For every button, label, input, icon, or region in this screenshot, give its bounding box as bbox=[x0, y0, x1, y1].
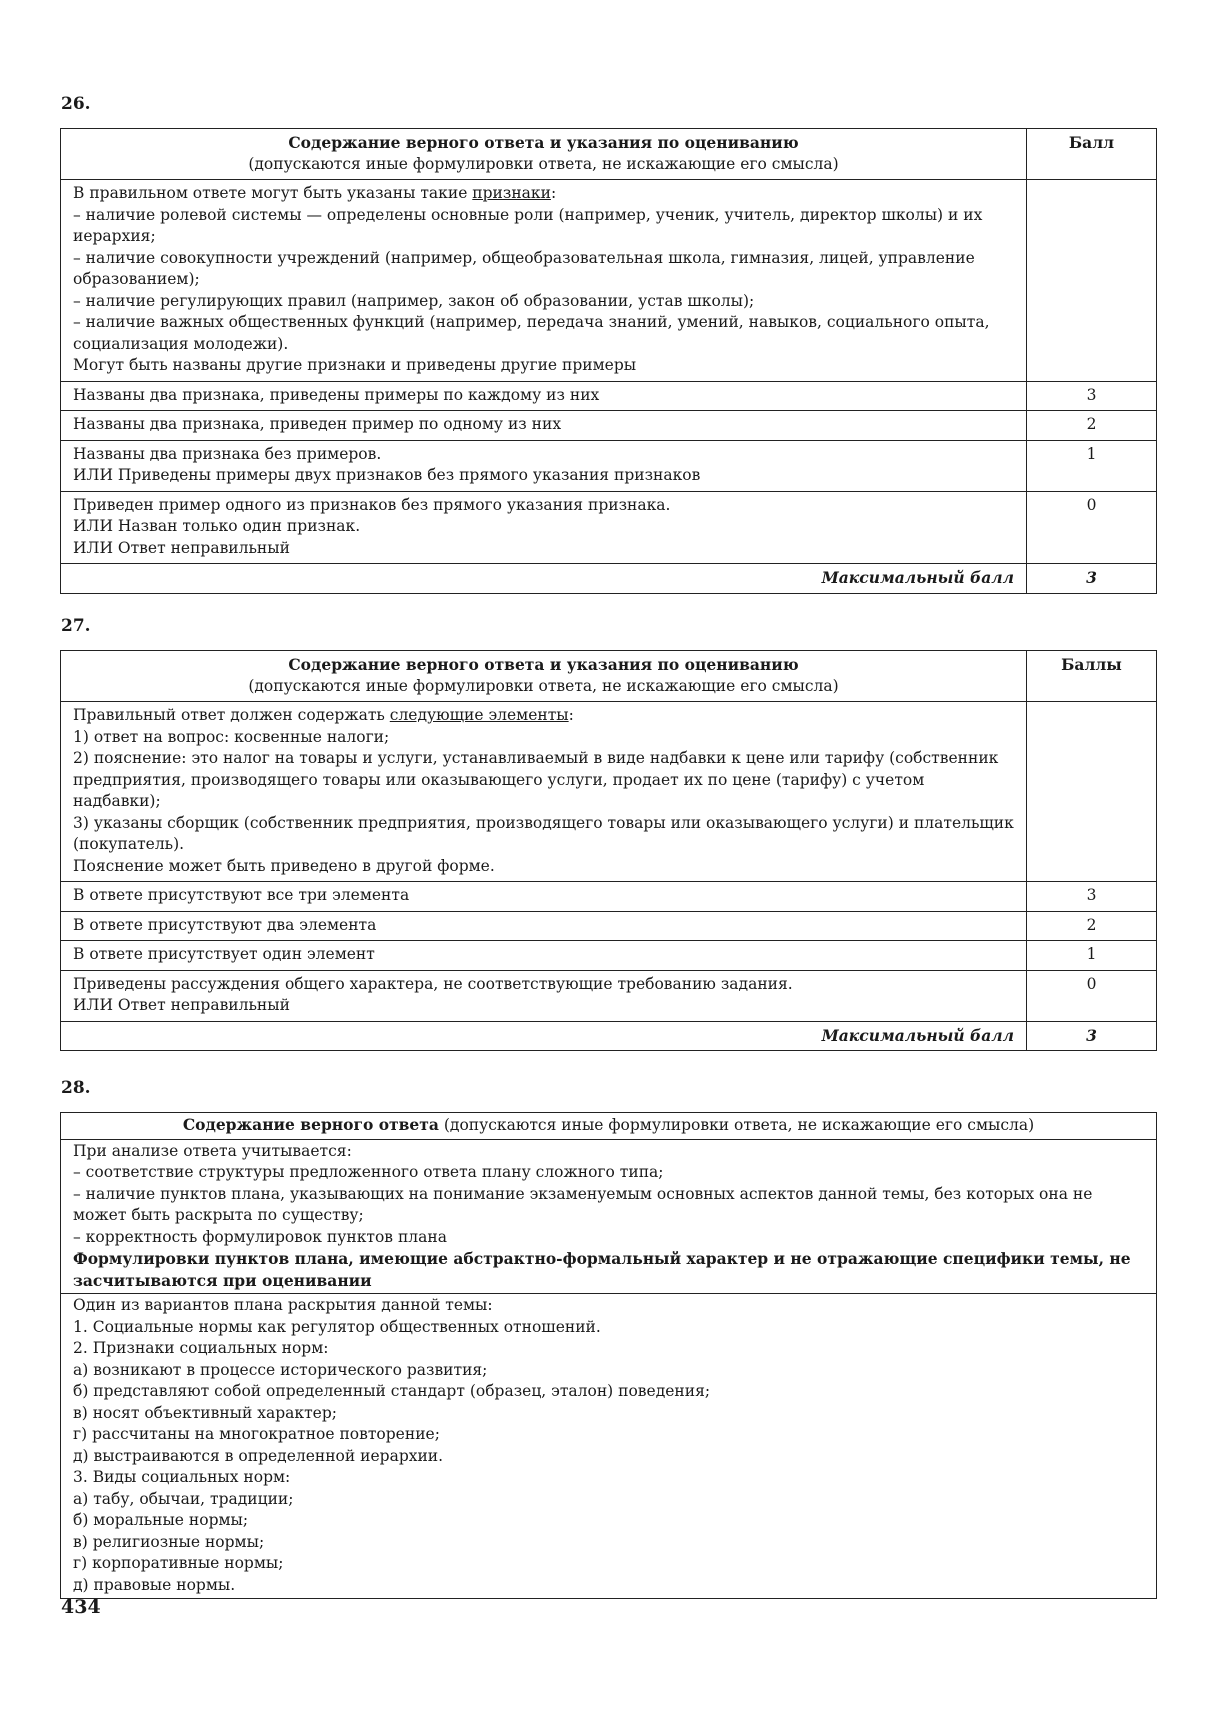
question-number-27: 27. bbox=[61, 616, 91, 636]
score-header: Баллы bbox=[1027, 651, 1157, 702]
plan-line: 1. Социальные нормы как регулятор общественных отношений. bbox=[73, 1317, 601, 1336]
criteria-text: Названы два признака без примеров. ИЛИ Приведены примеры двух признаков без прямого указания признаков bbox=[61, 440, 1027, 491]
criteria-text: В ответе присутствуют два элемента bbox=[61, 911, 1027, 941]
answer-content-row bbox=[61, 180, 1157, 382]
max-score-row bbox=[61, 1021, 1157, 1051]
criteria-row bbox=[61, 970, 1157, 1021]
content-line: 3) указаны сборщик (собственник предприятия, производящего товары или оказывающего услуги) и плательщик (покупатель). bbox=[73, 813, 1014, 853]
criteria-text: Приведен пример одного из признаков без прямого указания признака. ИЛИ Назван только один признак. ИЛИ Ответ неправильный bbox=[61, 491, 1027, 564]
plan-row bbox=[61, 1294, 1157, 1599]
content-line: 2) пояснение: это налог на товары и услуги, устанавливаемый в виде надбавки к цене или тарифу (собственник предприятия, производящего товары или оказывающего услуги, продает их по цене (тарифу) с учетом надбавки); bbox=[73, 749, 999, 810]
table-header-row bbox=[61, 129, 1157, 180]
plan-line: д) правовые нормы. bbox=[73, 1575, 236, 1594]
table-header-row bbox=[61, 1113, 1157, 1140]
criteria-row bbox=[61, 411, 1157, 441]
plan-line: г) корпоративные нормы; bbox=[73, 1554, 284, 1572]
criteria-score: 3 bbox=[1027, 882, 1157, 912]
plan-line: в) религиозные нормы; bbox=[73, 1532, 265, 1551]
content-line: – наличие регулирующих правил (например, закон об образовании, устав школы); bbox=[73, 291, 755, 310]
criteria-score: 0 bbox=[1027, 491, 1157, 564]
criteria-score: 0 bbox=[1027, 970, 1157, 1021]
criteria-score: 1 bbox=[1027, 440, 1157, 491]
max-score-row bbox=[61, 564, 1157, 594]
header-title: Содержание верного ответа и указания по оцениванию bbox=[288, 655, 799, 674]
plan-line: 2. Признаки социальных норм: bbox=[73, 1339, 329, 1357]
criteria-score: 1 bbox=[1027, 941, 1157, 971]
criteria-text: Названы два признака, приведены примеры по каждому из них bbox=[61, 381, 1027, 411]
criteria-line: – соответствие структуры предложенного ответа плану сложного типа; bbox=[73, 1163, 664, 1181]
plan-line: 3. Виды социальных норм: bbox=[73, 1468, 291, 1486]
criteria-text: Названы два признака, приведен пример по одному из них bbox=[61, 411, 1027, 441]
criteria-line: При анализе ответа учитывается: bbox=[73, 1141, 352, 1160]
content-line: Могут быть названы другие признаки и приведены другие примеры bbox=[73, 356, 637, 374]
criteria-cell bbox=[61, 1139, 1157, 1294]
header-content-cell bbox=[61, 651, 1027, 702]
criteria-row bbox=[61, 381, 1157, 411]
content-line: – наличие важных общественных функций (например, передача знаний, умений, навыков, социального опыта, социализация молодежи). bbox=[73, 313, 990, 353]
criteria-row bbox=[61, 440, 1157, 491]
content-intro: Правильный ответ должен содержать следующие элементы: bbox=[73, 706, 574, 724]
header-content-cell bbox=[61, 1113, 1157, 1140]
plan-cell bbox=[61, 1294, 1157, 1599]
criteria-score: 3 bbox=[1027, 381, 1157, 411]
plan-line: а) табу, обычаи, традиции; bbox=[73, 1489, 294, 1508]
plan-line: Один из вариантов плана раскрытия данной темы: bbox=[73, 1296, 493, 1314]
criteria-line: – корректность формулировок пунктов плана bbox=[73, 1227, 447, 1246]
criteria-row bbox=[61, 491, 1157, 564]
max-score-label: Максимальный балл bbox=[61, 1021, 1027, 1051]
plan-line: б) моральные нормы; bbox=[73, 1511, 249, 1529]
header-note: (допускаются иные формулировки ответа, не искажающие его смысла) bbox=[248, 154, 839, 173]
criteria-row bbox=[61, 882, 1157, 912]
answer-content-row bbox=[61, 702, 1157, 882]
criteria-score: 2 bbox=[1027, 911, 1157, 941]
scoring-table-27 bbox=[60, 650, 1157, 1051]
score-header: Балл bbox=[1027, 129, 1157, 180]
criteria-row bbox=[61, 941, 1157, 971]
content-intro: В правильном ответе могут быть указаны такие признаки: bbox=[73, 184, 557, 202]
content-line: – наличие совокупности учреждений (например, общеобразовательная школа, гимназия, лицей, управление образованием); bbox=[73, 248, 975, 288]
header-note: (допускаются иные формулировки ответа, не искажающие его смысла) bbox=[438, 1116, 1035, 1134]
page-number: 434 bbox=[61, 1596, 101, 1618]
plan-line: а) возникают в процессе исторического развития; bbox=[73, 1360, 488, 1379]
header-title: Содержание верного ответа bbox=[182, 1115, 439, 1134]
content-line: – наличие ролевой системы — определены основные роли (например, ученик, учитель, директор школы) и их иерархия; bbox=[73, 205, 983, 245]
criteria-text: В ответе присутствует один элемент bbox=[61, 941, 1027, 971]
plan-line: б) представляют собой определенный стандарт (образец, эталон) поведения; bbox=[73, 1382, 711, 1400]
plan-line: д) выстраиваются в определенной иерархии. bbox=[73, 1446, 444, 1465]
criteria-line: – наличие пунктов плана, указывающих на понимание экзаменуемым основных аспектов данной темы, без которых она не может быть раскрыта по существу; bbox=[73, 1184, 1093, 1224]
criteria-text: Приведены рассуждения общего характера, не соответствующие требованию задания. ИЛИ Ответ неправильный bbox=[61, 970, 1027, 1021]
max-score-value: 3 bbox=[1027, 564, 1157, 594]
table-header-row bbox=[61, 651, 1157, 702]
scoring-table-28 bbox=[60, 1112, 1157, 1599]
content-line: 1) ответ на вопрос: косвенные налоги; bbox=[73, 727, 390, 746]
criteria-row bbox=[61, 911, 1157, 941]
answer-content-cell bbox=[61, 180, 1027, 382]
criteria-note: Формулировки пунктов плана, имеющие абстрактно-формальный характер и не отражающие специфики темы, не засчитываются при оценивании bbox=[73, 1249, 1131, 1290]
criteria-row bbox=[61, 1139, 1157, 1294]
plan-line: в) носят объективный характер; bbox=[73, 1403, 337, 1422]
scoring-table-26 bbox=[60, 128, 1157, 594]
answer-content-cell bbox=[61, 702, 1027, 882]
question-number-28: 28. bbox=[61, 1078, 91, 1098]
plan-line: г) рассчитаны на многократное повторение; bbox=[73, 1425, 440, 1443]
criteria-text: В ответе присутствуют все три элемента bbox=[61, 882, 1027, 912]
header-content-cell bbox=[61, 129, 1027, 180]
question-number-26: 26. bbox=[61, 94, 91, 114]
header-title: Содержание верного ответа и указания по оцениванию bbox=[288, 133, 799, 152]
criteria-score: 2 bbox=[1027, 411, 1157, 441]
header-note: (допускаются иные формулировки ответа, не искажающие его смысла) bbox=[248, 676, 839, 695]
max-score-value: 3 bbox=[1027, 1021, 1157, 1051]
max-score-label: Максимальный балл bbox=[61, 564, 1027, 594]
content-line: Пояснение может быть приведено в другой форме. bbox=[73, 856, 495, 875]
